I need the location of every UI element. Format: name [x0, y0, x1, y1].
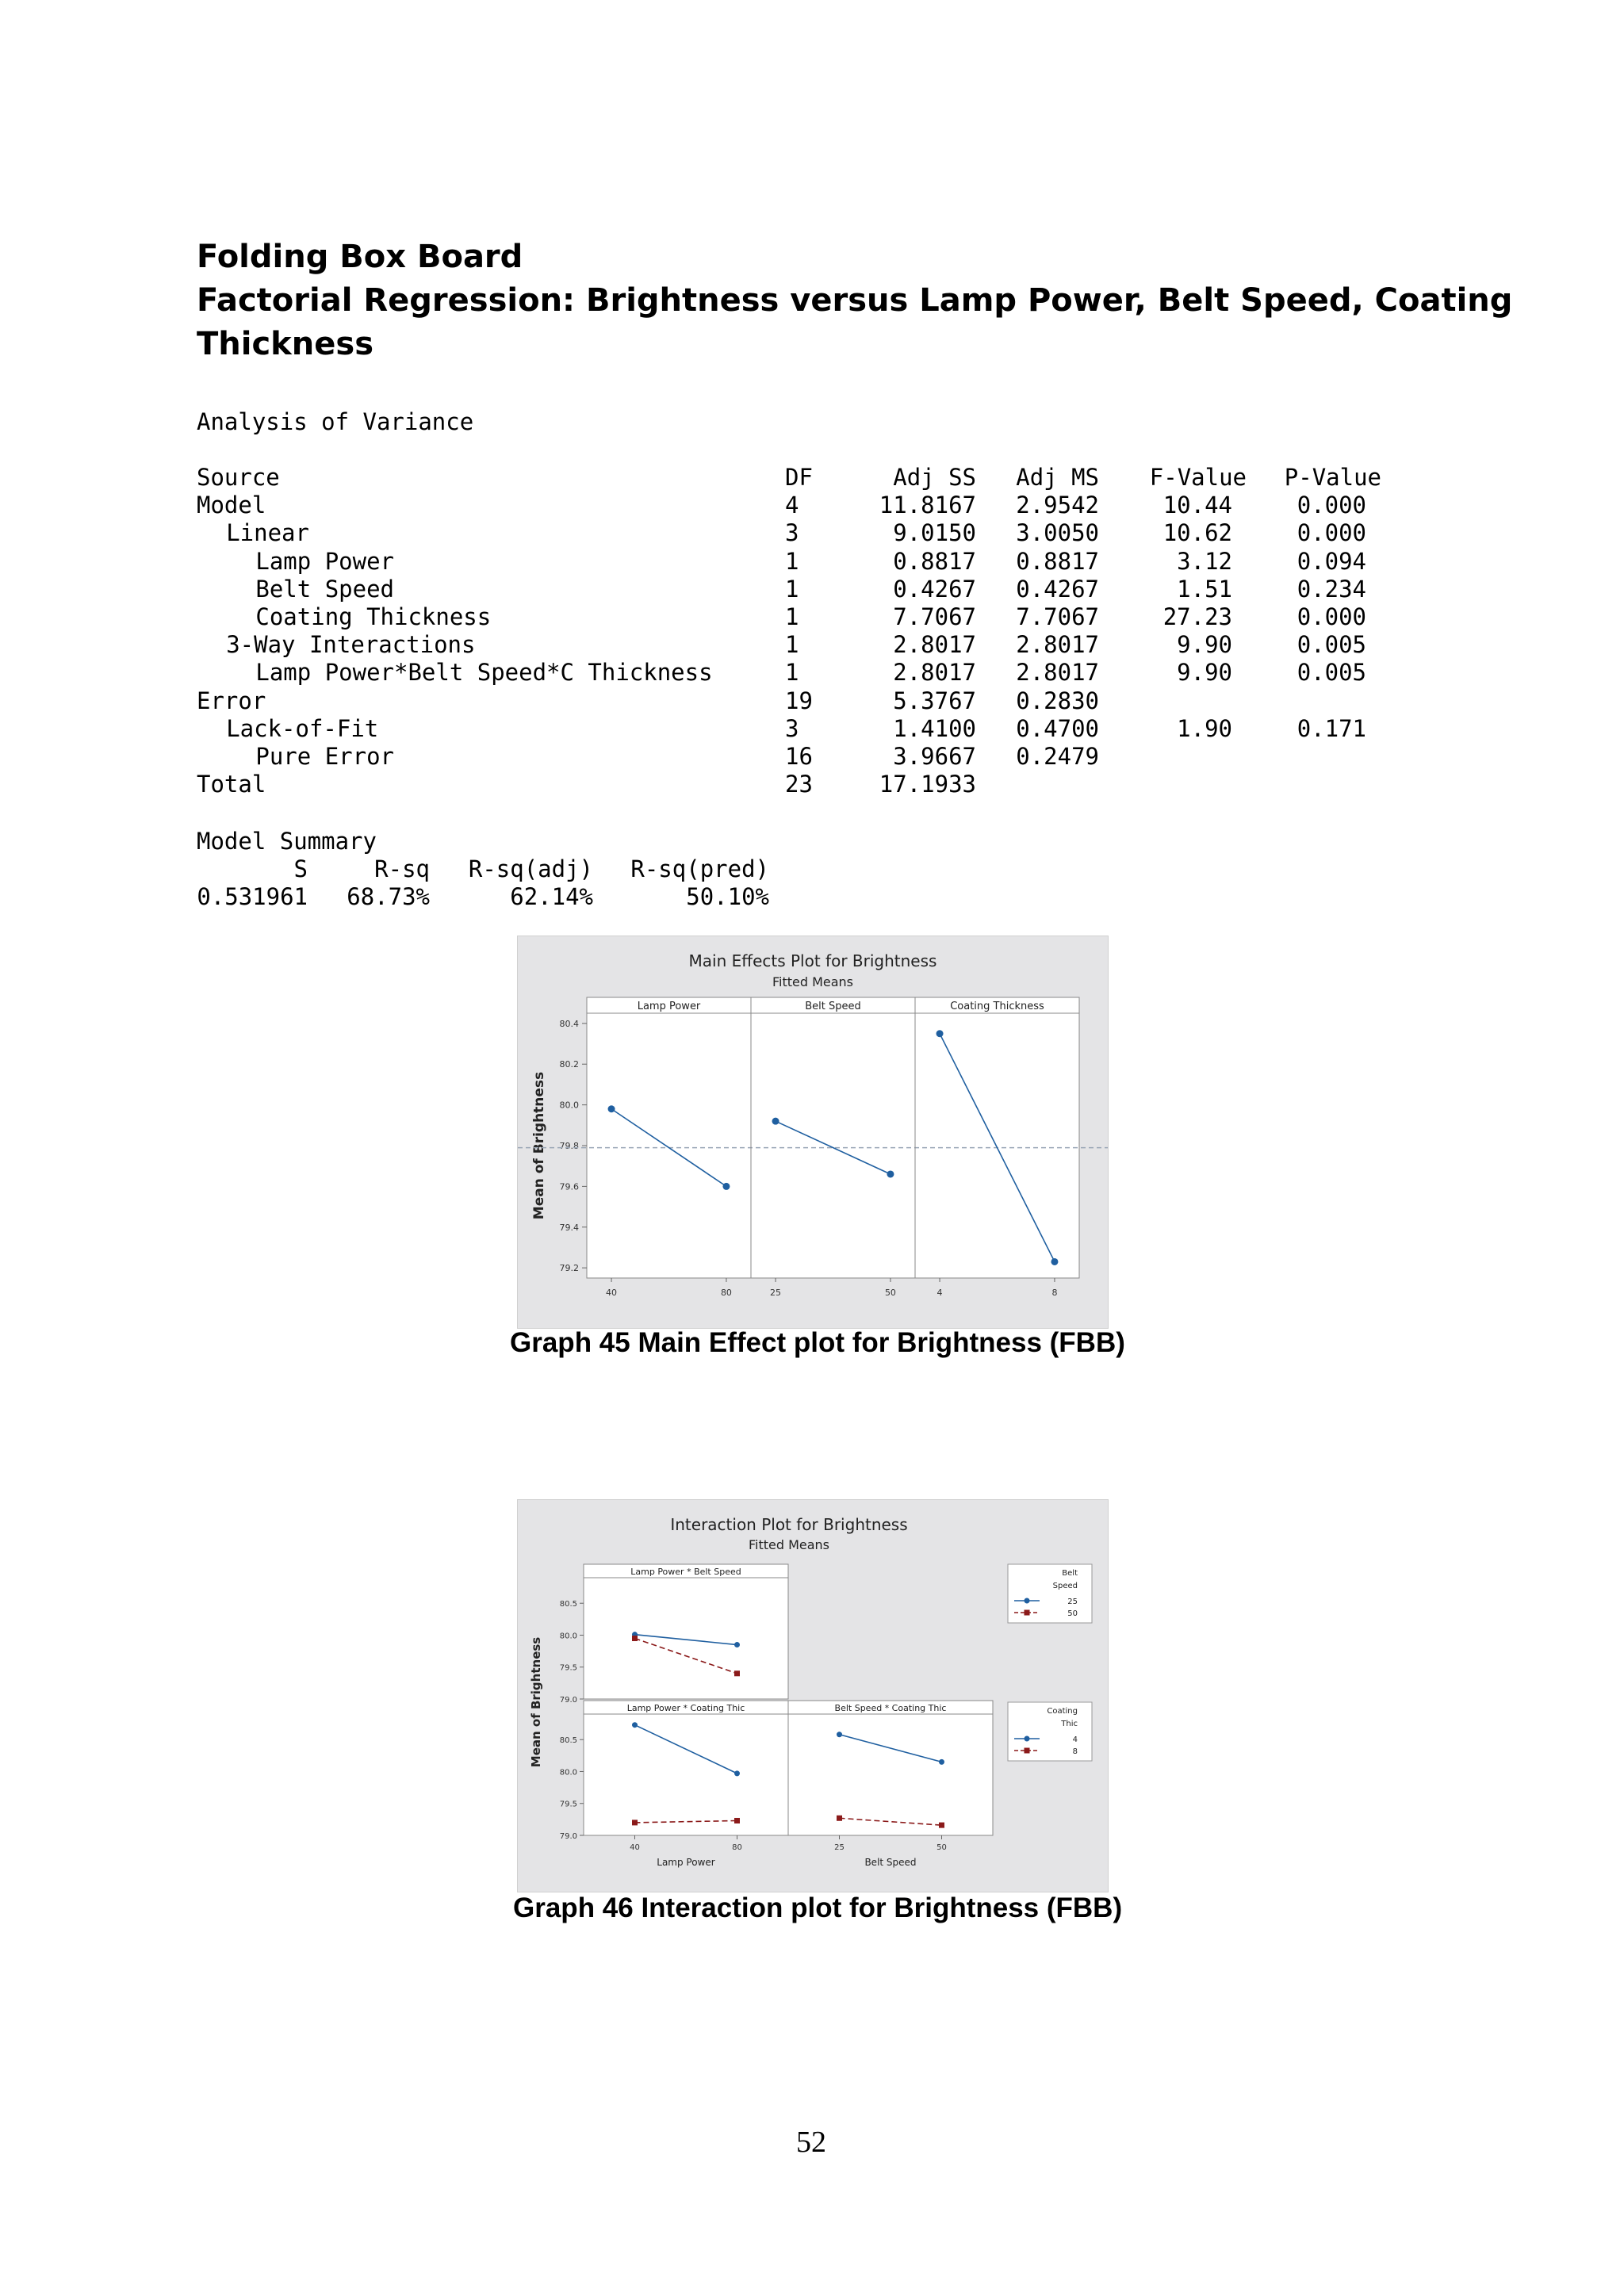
column-header: Adj MS	[1016, 464, 1099, 491]
table-row	[197, 659, 1386, 687]
panel-frame	[788, 1701, 993, 1835]
adj-ms-cell: 0.4267	[1016, 575, 1099, 603]
panel-frame	[584, 1701, 788, 1835]
column-header: R-sq(adj)	[468, 855, 593, 882]
legend-title: Coating	[1047, 1707, 1078, 1716]
adj-ms-cell: 0.2830	[1016, 687, 1099, 714]
df-cell: 16	[785, 742, 813, 770]
f-value-cell: 10.62	[1162, 519, 1232, 547]
document-title: Folding Box Board	[197, 239, 523, 275]
legend-entry: 25	[1067, 1598, 1078, 1606]
column-header: Source	[197, 464, 280, 491]
data-point	[734, 1770, 740, 1776]
x-tick-label: 25	[770, 1288, 782, 1298]
adj-ms-cell: 2.8017	[1016, 631, 1099, 659]
p-value-cell: 0.000	[1297, 492, 1366, 519]
table-row	[197, 771, 1386, 798]
anova-header-row	[197, 464, 1386, 492]
legend-title: Thic	[1061, 1720, 1078, 1728]
adj-ss-cell: 3.9667	[893, 742, 976, 770]
anova-title: Analysis of Variance	[197, 408, 474, 435]
panel-label: Belt Speed	[805, 1001, 861, 1012]
legend-marker	[1025, 1736, 1030, 1742]
column-header: P-Value	[1284, 464, 1381, 491]
adj-ss-cell: 0.8817	[893, 547, 976, 575]
data-point	[1051, 1258, 1058, 1265]
x-tick-label: 8	[1051, 1288, 1058, 1298]
f-value-cell: 27.23	[1162, 603, 1232, 630]
summary-value: 50.10%	[686, 883, 769, 911]
data-point	[734, 1670, 740, 1676]
y-tick-label: 80.2	[559, 1059, 579, 1070]
p-value-cell: 0.171	[1297, 714, 1366, 742]
source-cell: 3-Way Interactions	[226, 631, 476, 659]
adj-ss-cell: 17.1933	[879, 771, 976, 798]
legend-title: Speed	[1052, 1582, 1078, 1590]
p-value-cell: 0.005	[1297, 631, 1366, 659]
y-tick-label: 79.5	[559, 1663, 577, 1673]
anova-table	[197, 464, 1386, 798]
table-row	[197, 715, 1386, 743]
source-cell: Lamp Power*Belt Speed*C Thickness	[255, 659, 713, 687]
y-tick-label: 80.5	[559, 1736, 577, 1746]
df-cell: 1	[785, 575, 799, 603]
source-cell: Error	[197, 687, 266, 714]
data-point	[632, 1820, 638, 1825]
adj-ss-cell: 0.4267	[893, 575, 976, 603]
data-point	[939, 1759, 944, 1765]
adj-ss-cell: 2.8017	[893, 659, 976, 687]
f-value-cell: 10.44	[1162, 492, 1232, 519]
legend-entry: 4	[1072, 1735, 1078, 1744]
x-tick-label: 40	[630, 1843, 640, 1852]
data-point	[632, 1722, 638, 1728]
y-axis-label: Mean of Brightness	[531, 1071, 547, 1220]
df-cell: 4	[785, 492, 799, 519]
x-tick-label: 80	[732, 1843, 742, 1852]
data-point	[734, 1642, 740, 1647]
column-header: Adj SS	[893, 464, 976, 491]
f-value-cell: 1.90	[1177, 714, 1232, 742]
adj-ss-cell: 2.8017	[893, 631, 976, 659]
data-point	[887, 1170, 894, 1177]
x-axis-label: Belt Speed	[864, 1857, 917, 1868]
legend-marker	[1025, 1598, 1030, 1604]
legend-marker	[1025, 1748, 1030, 1754]
y-tick-label: 79.4	[559, 1222, 579, 1233]
table-row	[197, 519, 1386, 547]
source-cell: Lack-of-Fit	[226, 714, 379, 742]
page-number: 52	[796, 2126, 826, 2159]
source-cell: Coating Thickness	[255, 603, 492, 630]
y-tick-label: 79.0	[559, 1832, 577, 1841]
y-tick-label: 79.8	[559, 1141, 579, 1151]
adj-ss-cell: 5.3767	[893, 687, 976, 714]
data-point	[936, 1030, 944, 1037]
adj-ms-cell: 3.0050	[1016, 519, 1099, 547]
data-point	[722, 1183, 730, 1190]
model-summary-table	[197, 855, 831, 911]
table-row	[197, 687, 1386, 715]
y-tick-label: 79.0	[559, 1696, 577, 1705]
df-cell: 1	[785, 603, 799, 630]
main-effects-svg	[518, 936, 1108, 1328]
panel-label: Lamp Power * Belt Speed	[630, 1567, 741, 1577]
y-tick-label: 80.0	[559, 1632, 577, 1641]
summary-value: 0.531961	[197, 883, 308, 911]
table-row	[197, 576, 1386, 603]
adj-ms-cell: 0.2479	[1016, 742, 1099, 770]
column-header: R-sq	[374, 855, 430, 882]
y-axis-label: Mean of Brightness	[529, 1636, 543, 1768]
interaction-svg	[518, 1500, 1108, 1892]
summary-value-row	[197, 883, 831, 911]
y-tick-label: 79.2	[559, 1263, 579, 1274]
interaction-chart	[517, 1499, 1109, 1892]
adj-ss-cell: 7.7067	[893, 603, 976, 630]
data-point	[632, 1636, 638, 1641]
chart-title: Main Effects Plot for Brightness	[688, 951, 937, 970]
chart-subtitle: Fitted Means	[772, 974, 854, 989]
panel-label: Lamp Power * Coating Thic	[626, 1703, 745, 1713]
f-value-cell: 3.12	[1177, 547, 1232, 575]
column-header: DF	[785, 464, 813, 491]
adj-ss-cell: 9.0150	[893, 519, 976, 547]
graph-46-caption: Graph 46 Interaction plot for Brightness (FBB)	[513, 1892, 1123, 1923]
p-value-cell: 0.000	[1297, 603, 1366, 630]
chart-subtitle: Fitted Means	[748, 1537, 830, 1552]
y-tick-label: 80.5	[559, 1600, 577, 1609]
df-cell: 19	[785, 687, 813, 714]
y-tick-label: 79.5	[559, 1800, 577, 1809]
adj-ms-cell: 2.8017	[1016, 659, 1099, 687]
adj-ms-cell: 2.9542	[1016, 492, 1099, 519]
adj-ss-cell: 1.4100	[893, 714, 976, 742]
table-row	[197, 492, 1386, 519]
source-cell: Linear	[226, 519, 309, 547]
legend-box	[1008, 1564, 1092, 1623]
graph-45-caption: Graph 45 Main Effect plot for Brightness (FBB)	[510, 1327, 1125, 1358]
df-cell: 3	[785, 714, 799, 742]
x-tick-label: 25	[834, 1843, 845, 1852]
adj-ms-cell: 0.8817	[1016, 547, 1099, 575]
df-cell: 23	[785, 771, 813, 798]
table-row	[197, 631, 1386, 659]
source-cell: Pure Error	[255, 742, 394, 770]
f-value-cell: 9.90	[1177, 631, 1232, 659]
p-value-cell: 0.094	[1297, 547, 1366, 575]
x-tick-label: 50	[884, 1288, 896, 1298]
source-cell: Model	[197, 492, 266, 519]
y-tick-label: 80.0	[559, 1100, 579, 1111]
data-point	[608, 1105, 615, 1112]
column-header: F-Value	[1149, 464, 1247, 491]
section-title: Factorial Regression: Brightness versus Lamp Power, Belt Speed, Coating	[197, 282, 1513, 319]
panel-frame	[584, 1564, 788, 1699]
model-summary-title: Model Summary	[197, 828, 377, 855]
panel-label: Belt Speed * Coating Thic	[834, 1703, 947, 1713]
df-cell: 1	[785, 631, 799, 659]
legend-entry: 8	[1072, 1747, 1078, 1756]
panel-label: Lamp Power	[637, 1001, 701, 1012]
y-tick-label: 80.4	[559, 1018, 579, 1029]
table-row	[197, 603, 1386, 631]
column-header: R-sq(pred)	[630, 855, 769, 882]
y-tick-label: 79.6	[559, 1181, 579, 1192]
panel-label: Coating Thickness	[950, 1001, 1044, 1012]
chart-title: Interaction Plot for Brightness	[670, 1515, 908, 1534]
f-value-cell: 9.90	[1177, 659, 1232, 687]
p-value-cell: 0.005	[1297, 659, 1366, 687]
adj-ms-cell: 0.4700	[1016, 714, 1099, 742]
p-value-cell: 0.000	[1297, 519, 1366, 547]
data-point	[939, 1823, 944, 1828]
section-title-continued: Thickness	[197, 326, 374, 362]
source-cell: Belt Speed	[255, 575, 394, 603]
x-tick-label: 4	[936, 1288, 943, 1298]
x-tick-label: 40	[606, 1288, 618, 1298]
summary-header-row	[197, 855, 831, 883]
plot-area	[587, 997, 1079, 1278]
data-point	[837, 1732, 842, 1737]
x-tick-label: 50	[936, 1843, 947, 1852]
main-effects-chart	[517, 936, 1109, 1329]
table-row	[197, 548, 1386, 576]
legend-title: Belt	[1062, 1569, 1078, 1578]
column-header: S	[293, 855, 308, 882]
data-point	[772, 1118, 779, 1125]
legend-marker	[1025, 1610, 1030, 1616]
p-value-cell: 0.234	[1297, 575, 1366, 603]
table-row	[197, 743, 1386, 771]
summary-value: 62.14%	[510, 883, 593, 911]
df-cell: 1	[785, 547, 799, 575]
f-value-cell: 1.51	[1177, 575, 1232, 603]
data-point	[837, 1816, 842, 1821]
adj-ss-cell: 11.8167	[879, 492, 976, 519]
y-tick-label: 80.0	[559, 1768, 577, 1777]
x-tick-label: 80	[720, 1288, 732, 1298]
adj-ms-cell: 7.7067	[1016, 603, 1099, 630]
x-axis-label: Lamp Power	[657, 1857, 715, 1868]
source-cell: Total	[197, 771, 266, 798]
df-cell: 1	[785, 659, 799, 687]
df-cell: 3	[785, 519, 799, 547]
summary-value: 68.73%	[347, 883, 430, 911]
source-cell: Lamp Power	[255, 547, 394, 575]
legend-entry: 50	[1067, 1609, 1078, 1618]
data-point	[734, 1818, 740, 1823]
